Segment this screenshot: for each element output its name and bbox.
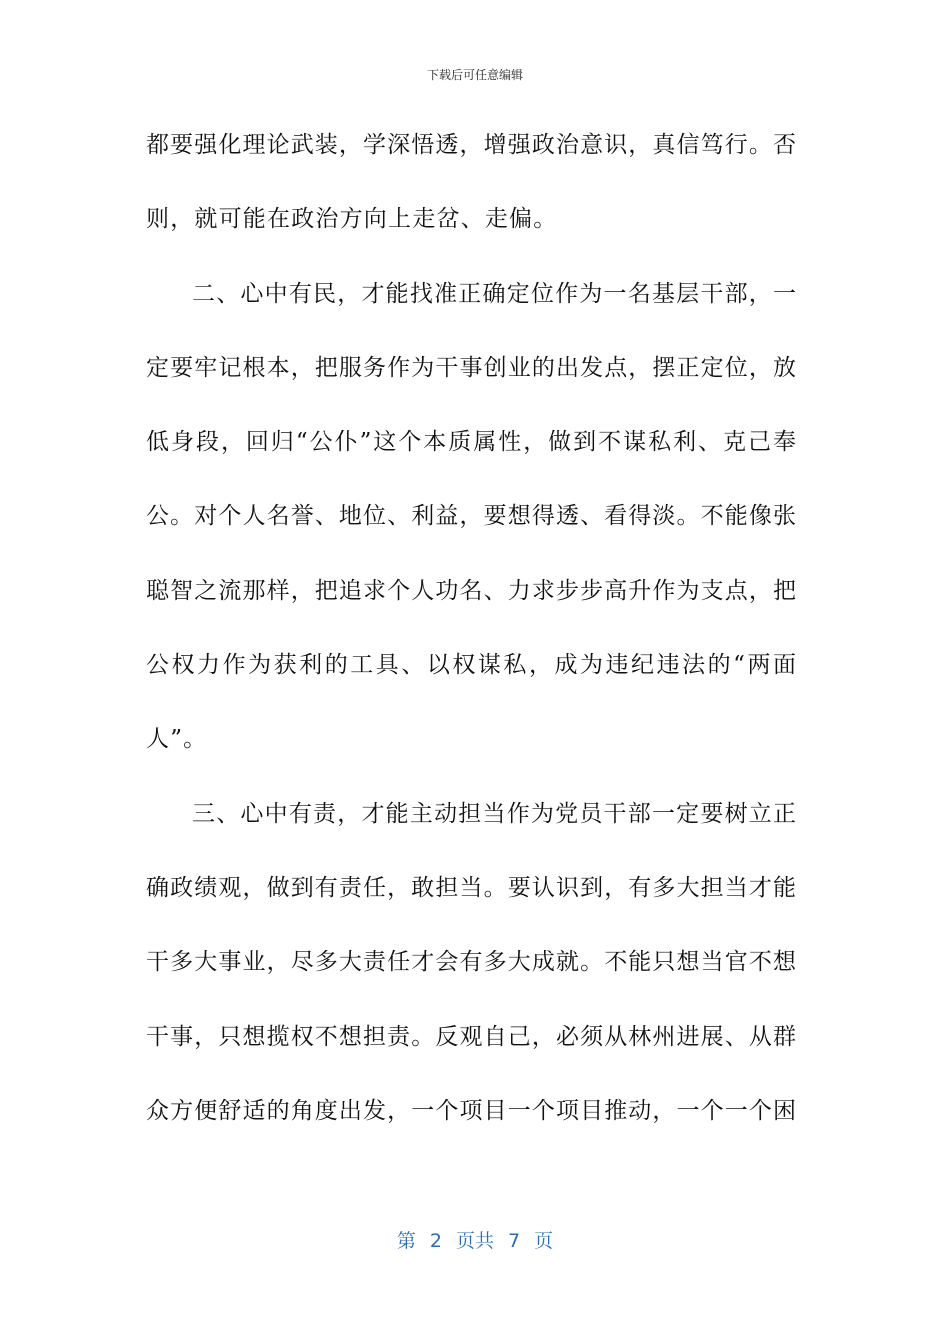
text-line: 聪智之流那样，把追求个人功名、力求步步高升作为支点，把: [146, 577, 796, 604]
text-line: 三、心中有责，才能主动担当作为党员干部一定要树立正: [192, 800, 796, 827]
text-line: 都要强化理论武装，学深悟透，增强政治意识，真信笃行。否: [146, 132, 796, 158]
footer-suffix: 页: [534, 1230, 554, 1252]
page-header: 下载后可任意编辑: [426, 68, 523, 82]
footer-total-pages: 7: [508, 1230, 521, 1252]
page-footer: [0, 1226, 950, 1253]
text-line: 二、心中有民，才能找准正确定位作为一名基层干部，一: [192, 280, 796, 307]
text-line: 干多大事业，尽多大责任才会有多大成就。不能只想当官不想: [146, 949, 796, 976]
text-line: 公权力作为获利的工具、以权谋私，成为违纪违法的“两面: [146, 652, 796, 679]
footer-middle: 页共: [455, 1230, 494, 1252]
text-line: 低身段，回归“公仆”这个本质属性，做到不谋私利、克己奉: [146, 429, 796, 456]
text-line: 人”。: [146, 726, 208, 753]
footer-prefix: 第: [396, 1230, 416, 1252]
text-line: 干事，只想揽权不想担责。反观自己，必须从林州进展、从群: [146, 1023, 796, 1050]
footer-current-page: 2: [429, 1230, 442, 1252]
text-line: 则，就可能在政治方向上走岔、走偏。: [146, 206, 558, 233]
text-line: 确政绩观，做到有责任，敢担当。要认识到，有多大担当才能: [146, 874, 796, 901]
document-body: [146, 108, 796, 1148]
text-line: 众方便舒适的角度出发，一个项目一个项目推动，一个一个困: [146, 1097, 796, 1124]
text-line: 公。对个人名誉、地位、利益，要想得透、看得淡。不能像张: [146, 503, 796, 530]
text-line: 定要牢记根本，把服务作为干事创业的出发点，摆正定位，放: [146, 354, 796, 381]
